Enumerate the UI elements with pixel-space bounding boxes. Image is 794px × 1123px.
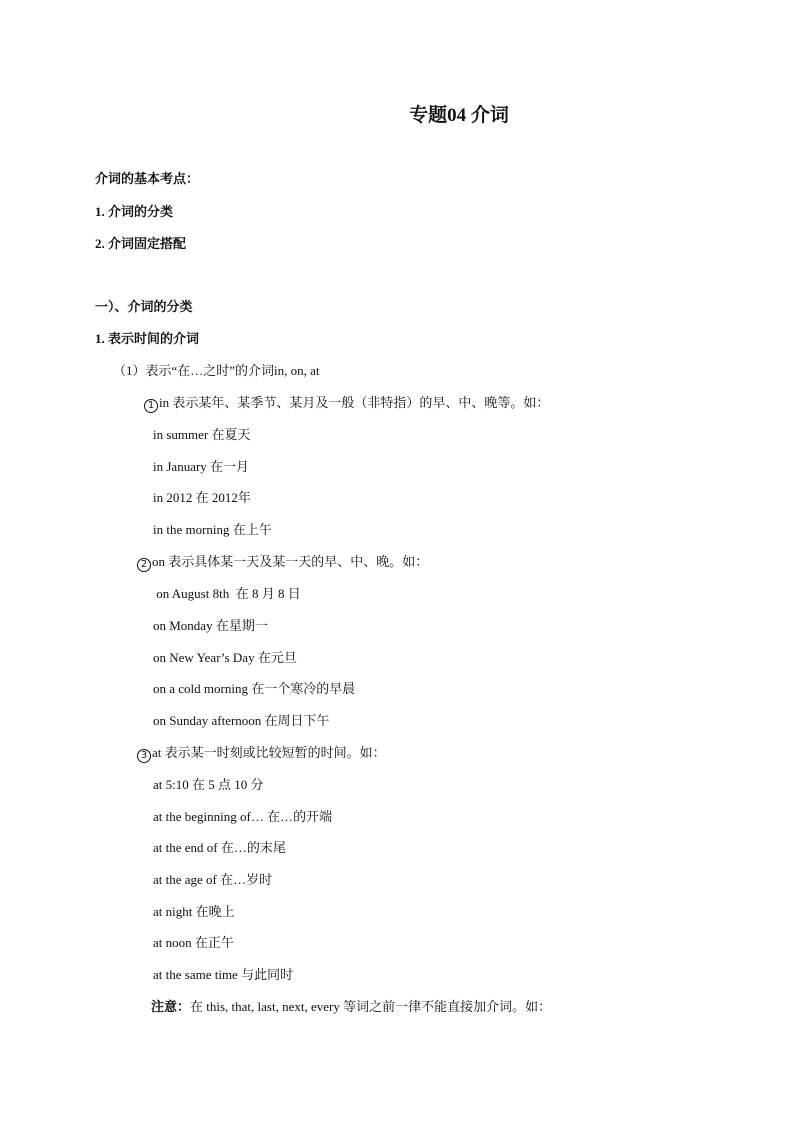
rule-in [144,395,549,413]
example-item: on New Year’s Day 在元旦 [153,650,297,665]
rule-text: on 表示具体某一天及某一天的早、中、晚。如： [152,554,429,569]
note-label: 注意： [151,999,191,1014]
circled-number-marker: 2 [137,558,151,572]
sub-heading-time-prepositions: 1. 表示时间的介词 [95,331,200,346]
example-item: on Monday 在星期一 [153,618,268,633]
example-item: at noon 在正午 [153,935,234,950]
example-item: at the beginning of… 在…的开端 [153,809,333,824]
example-item: at night 在晚上 [153,904,235,919]
example-item: at 5:10 在 5 点 10 分 [153,777,264,792]
rule-at [137,745,386,763]
rule-text: in 表示某年、某季节、某月及一般（非特指）的早、中、晚等。如： [159,395,550,410]
section-heading: 一）、介词的分类 [95,299,193,314]
example-item: at the end of 在…的末尾 [153,840,286,855]
circled-number-marker: 3 [137,749,151,763]
example-item: in summer 在夏天 [153,427,251,442]
intro-point-2: 2. 介词固定搭配 [95,236,187,251]
page-title: 专题04 介词 [409,105,509,126]
intro-point-1: 1. 介词的分类 [95,204,174,219]
example-item: on a cold morning 在一个寒冷的早晨 [153,681,356,696]
intro-heading: 介词的基本考点： [95,171,200,186]
example-item: on August 8th 在 8 月 8 日 [153,586,301,601]
note-text: 在 this, that, last, next, every 等词之前一律不能直接加介词。如： [190,999,552,1014]
note [151,999,551,1015]
rule-text: at 表示某一时刻或比较短暂的时间。如： [152,745,386,760]
circled-number-marker: 1 [144,399,158,413]
example-item: on Sunday afternoon 在周日下午 [153,713,330,728]
example-item: in the morning 在上午 [153,522,272,537]
example-item: at the age of 在…岁时 [153,872,273,887]
rule-on [137,554,428,572]
example-item: in January 在一月 [153,459,250,474]
list-item-1: （1）表示“在…之时”的介词in, on, at [113,363,320,378]
example-item: at the same time 与此同时 [153,967,294,982]
example-item: in 2012 在 2012年 [153,490,251,505]
